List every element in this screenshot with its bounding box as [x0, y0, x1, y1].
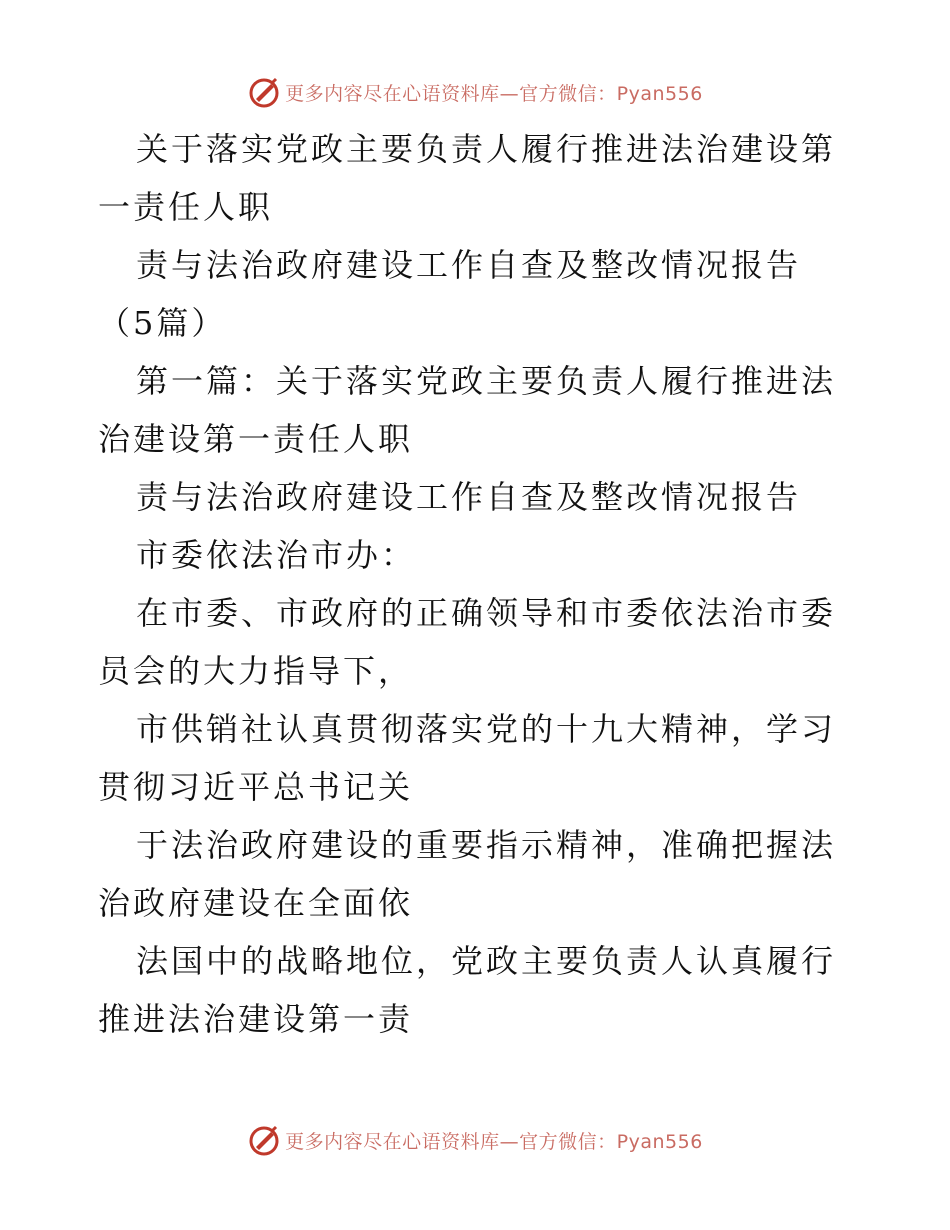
paragraph-1: 关于落实党政主要负责人履行推进法治建设第一责任人职: [98, 130, 837, 226]
pen-logo-icon: [247, 1123, 281, 1157]
paragraph-4: 责与法治政府建设工作自查及整改情况报告: [136, 478, 802, 516]
paragraph-8: 于法治政府建设的重要指示精神，准确把握法治政府建设在全面依: [98, 826, 837, 922]
header-banner: [0, 72, 950, 112]
pen-logo-icon: [247, 75, 281, 109]
paragraph-9: 法国中的战略地位，党政主要负责人认真履行推进法治建设第一责: [98, 942, 837, 1038]
paragraph-3: 第一篇：关于落实党政主要负责人履行推进法治建设第一责任人职: [98, 362, 837, 458]
paragraph-5: 市委依法治市办：: [136, 536, 417, 574]
footer-banner: [0, 1120, 950, 1160]
paragraph-7: 市供销社认真贯彻落实党的十九大精神，学习贯彻习近平总书记关: [98, 710, 837, 806]
document-body: [98, 120, 858, 1048]
banner-text: 更多内容尽在心语资料库—官方微信：Pyan556: [285, 1130, 703, 1153]
paragraph-2: 责与法治政府建设工作自查及整改情况报告（5篇）: [98, 246, 802, 342]
paragraph-6: 在市委、市政府的正确领导和市委依法治市委员会的大力指导下，: [98, 594, 837, 690]
banner-text: 更多内容尽在心语资料库—官方微信：Pyan556: [285, 82, 703, 105]
